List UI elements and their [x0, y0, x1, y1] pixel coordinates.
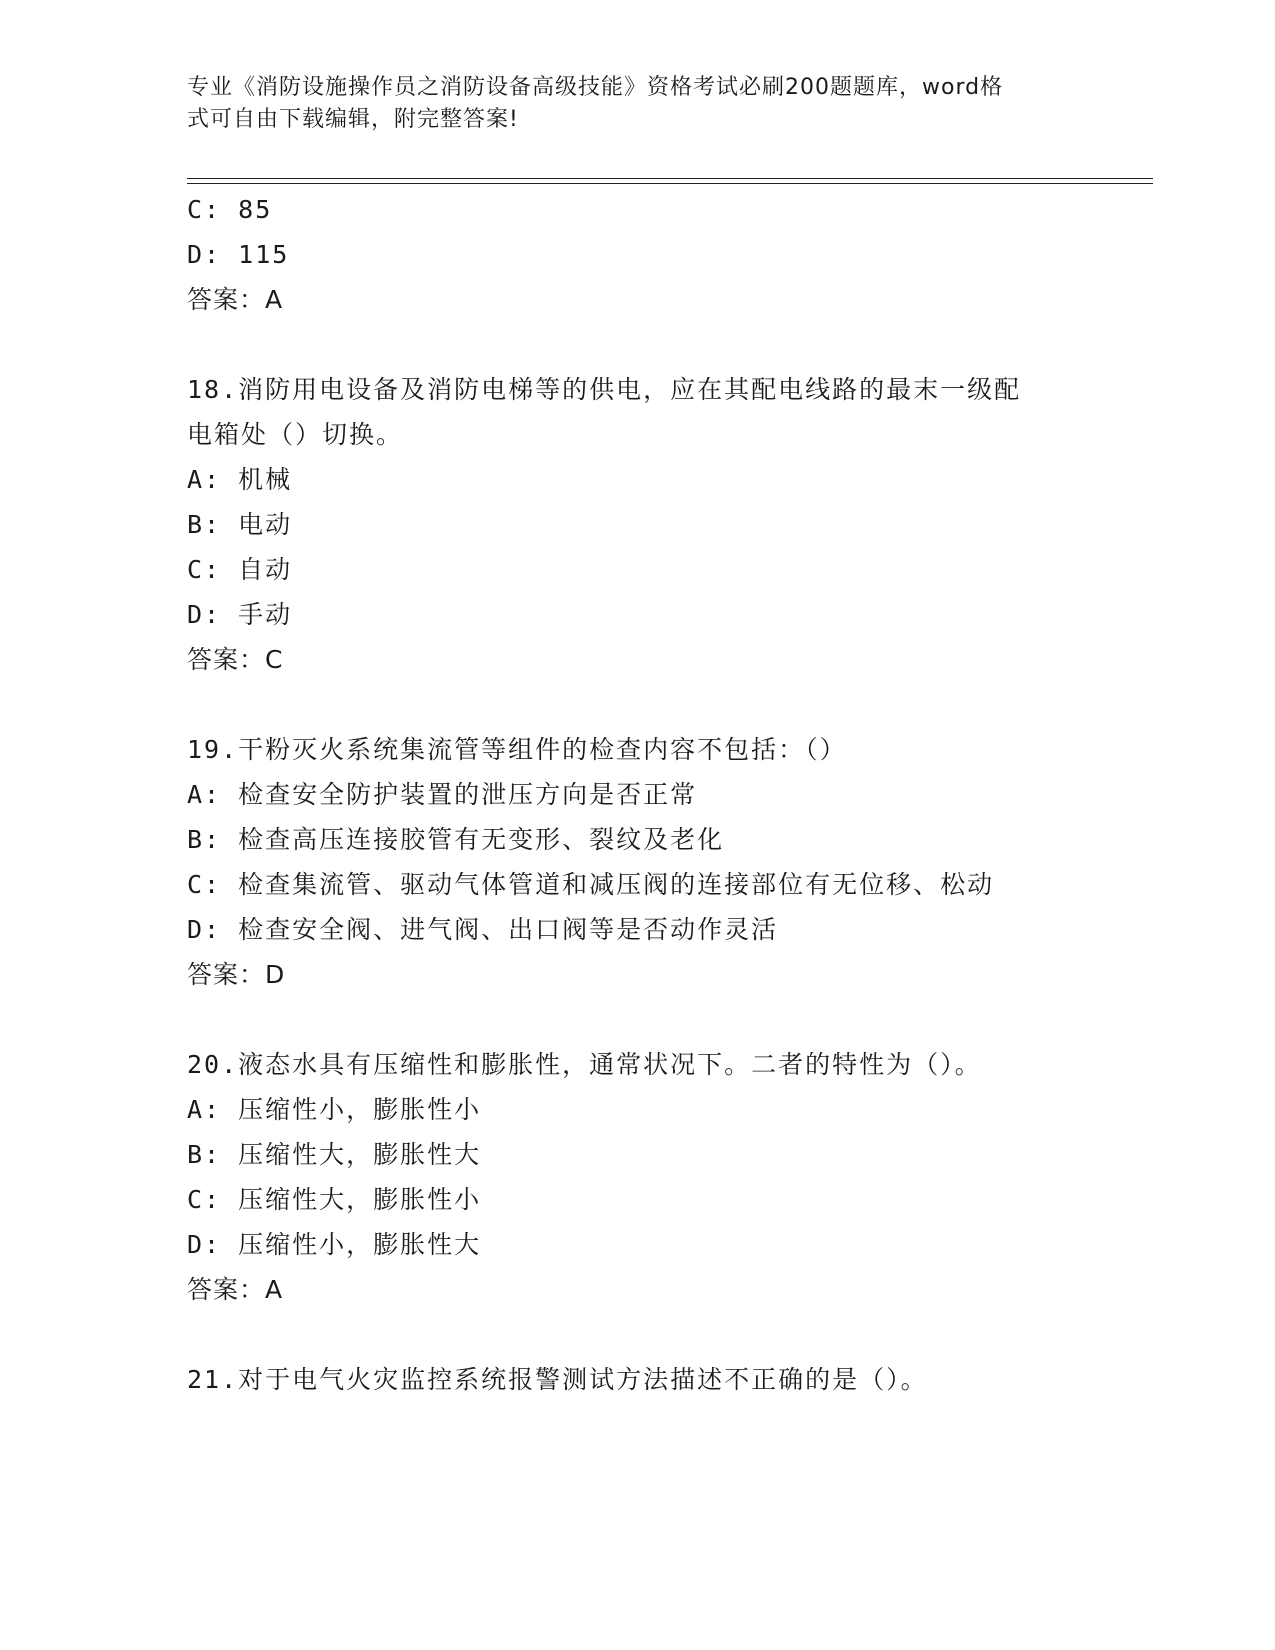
- option-line: D: 压缩性小，膨胀性大: [187, 1230, 482, 1259]
- header-line-2: 式可自由下载编辑，附完整答案!: [187, 107, 519, 132]
- answer-line: 答案：D: [187, 960, 286, 989]
- header-line-1: 专业《消防设施操作员之消防设备高级技能》资格考试必刷200题题库，word格: [187, 75, 1004, 100]
- option-line: B: 电动: [187, 510, 293, 539]
- header-divider-bottom: [187, 183, 1153, 184]
- option-line: A: 压缩性小，膨胀性小: [187, 1095, 482, 1124]
- option-line: C: 自动: [187, 555, 293, 584]
- answer-line: 答案：A: [187, 1275, 284, 1304]
- question-line: 电箱处（）切换。: [187, 420, 404, 449]
- question-line: 18.消防用电设备及消防电梯等的供电，应在其配电线路的最末一级配: [187, 375, 1022, 404]
- question-line: 19.干粉灭火系统集流管等组件的检查内容不包括：（）: [187, 735, 847, 764]
- option-line: B: 检查高压连接胶管有无变形、裂纹及老化: [187, 825, 725, 854]
- answer-line: 答案：A: [187, 285, 284, 314]
- option-line: C: 85: [187, 195, 273, 224]
- option-line: A: 机械: [187, 465, 293, 494]
- question-line: 20.液态水具有压缩性和膨胀性，通常状况下。二者的特性为（）。: [187, 1050, 982, 1079]
- option-line: D: 115: [187, 240, 290, 269]
- option-line: B: 压缩性大，膨胀性大: [187, 1140, 482, 1169]
- document-header: [187, 72, 1067, 136]
- option-line: C: 压缩性大，膨胀性小: [187, 1185, 482, 1214]
- header-divider-top: [187, 178, 1153, 179]
- option-line: A: 检查安全防护装置的泄压方向是否正常: [187, 780, 698, 809]
- question-line: 21.对于电气火灾监控系统报警测试方法描述不正确的是（）。: [187, 1365, 928, 1394]
- answer-line: 答案：C: [187, 645, 284, 674]
- option-line: D: 检查安全阀、进气阀、出口阀等是否动作灵活: [187, 915, 779, 944]
- option-line: D: 手动: [187, 600, 293, 629]
- option-line: C: 检查集流管、驱动气体管道和减压阀的连接部位有无位移、松动: [187, 870, 995, 899]
